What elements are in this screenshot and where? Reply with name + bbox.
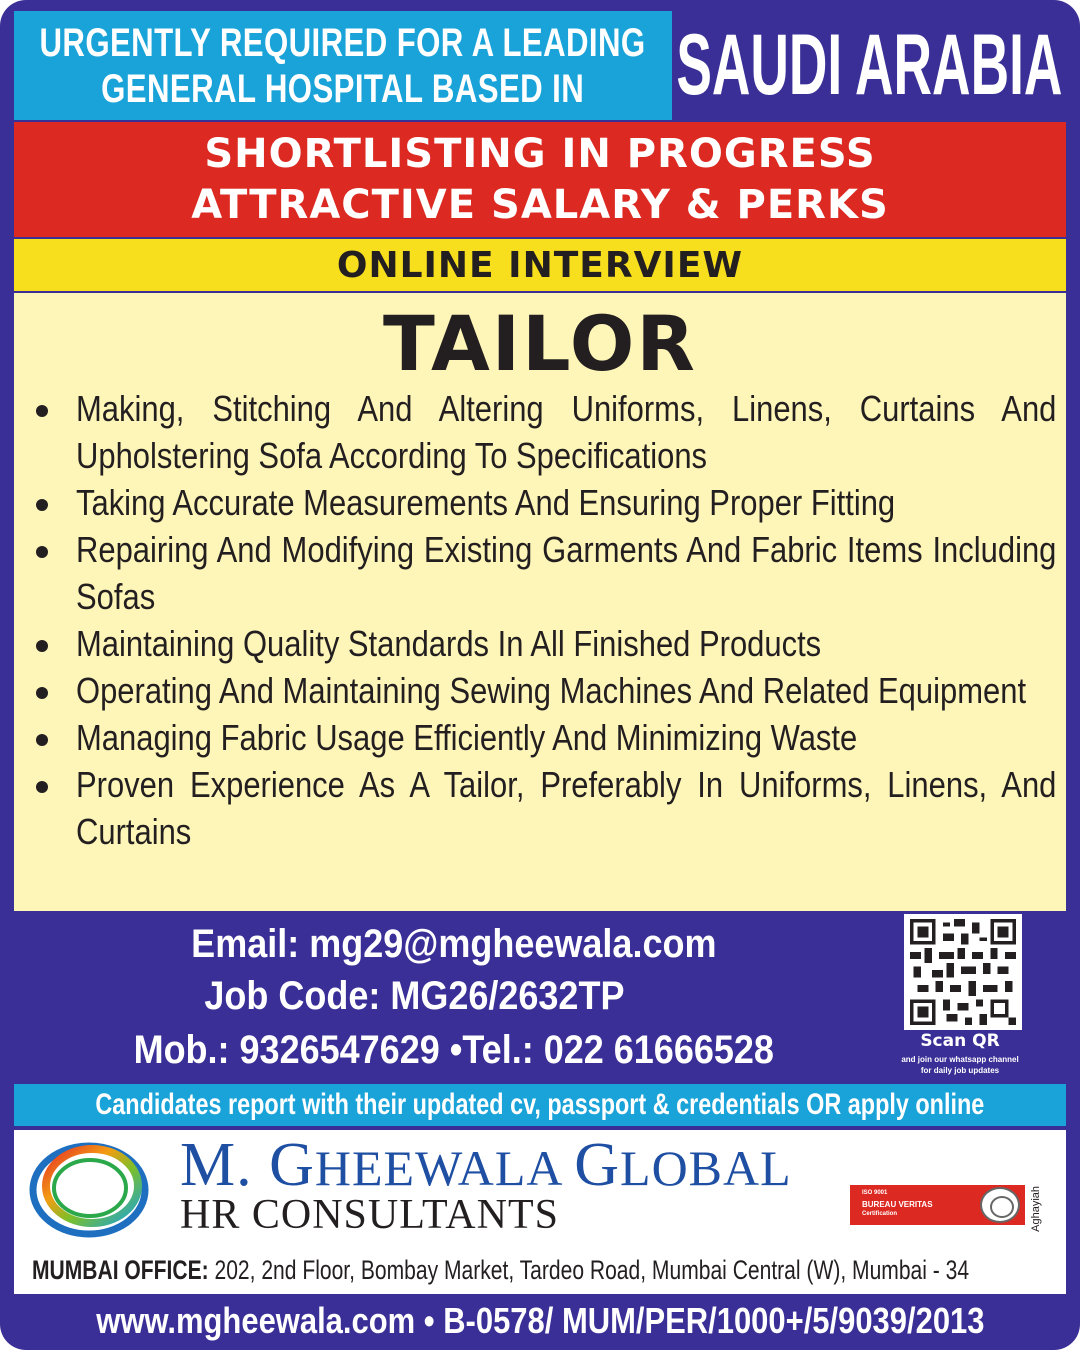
website-and-license[interactable]: www.mgheewala.com • B-0578/ MUM/PER/1000+/5/9039/2013 [95,1300,985,1341]
list-item: Making, Stitching And Altering Uniforms, Linens, Curtains And Upholstering Sofa According To Specifications [28,385,1056,479]
qr-code-icon[interactable] [904,914,1022,1030]
bullet-icon [36,687,48,699]
office-address: MUMBAI OFFICE: 202, 2nd Floor, Bombay Market, Tardeo Road, Mumbai Central (W), Mumbai - 34 [32,1255,970,1285]
header-intro [14,11,672,120]
bullet-icon [36,640,48,652]
phone-numbers[interactable]: Mob.: 9326547629 •Tel.: 022 61666528 [133,1028,775,1072]
scan-qr-label: Scan QR [920,1031,1000,1051]
job-code: Job Code: MG26/2632TP [203,974,625,1018]
header-line-2: GENERAL HOSPITAL BASED IN [101,66,585,111]
status-line-2: ATTRACTIVE SALARY & PERKS [191,181,889,228]
country-heading [672,11,1066,120]
company-subtitle: HR CONSULTANTS [180,1192,559,1238]
iso-certification-badge: ISO 9001 BUREAU VERITAS Certification [850,1185,1025,1225]
job-title: TAILOR [383,299,697,388]
bullet-icon [36,405,48,417]
job-content [14,293,1066,911]
list-item: Proven Experience As A Tailor, Preferably In Uniforms, Linens, And Curtains [28,761,1056,855]
bureau-veritas-seal-icon [980,1187,1020,1223]
list-item: Taking Accurate Measurements And Ensuring Proper Fitting [28,479,1056,526]
footer [0,1296,1080,1346]
bullet-icon [36,499,48,511]
bullet-icon [36,734,48,746]
header-line-1: URGENTLY REQUIRED FOR A LEADING [39,20,647,65]
company-block [14,1130,1066,1294]
email-link[interactable]: Email: mg29@mgheewala.com [191,922,717,966]
list-item: Managing Fabric Usage Efficiently And Minimizing Waste [28,714,1056,761]
list-item: Operating And Maintaining Sewing Machines And Related Equipment [28,667,1056,714]
qr-caption: and join our whatsapp channel for daily job updates [901,1055,1019,1075]
responsibility-list [28,385,1056,855]
status-band [14,122,1066,237]
instruction-text: Candidates report with their updated cv, passport & credentials OR apply online [95,1088,985,1121]
company-name: M. GHEEWALA GLOBAL [180,1131,792,1199]
status-line-1: SHORTLISTING IN PROGRESS [204,130,876,177]
country-name: SAUDI ARABIA [675,17,1063,113]
list-item: Maintaining Quality Standards In All Finished Products [28,620,1056,667]
list-item: Repairing And Modifying Existing Garments And Fabric Items Including Sofas [28,526,1056,620]
bullet-icon [36,781,48,793]
bullet-icon [36,546,48,558]
designer-credit: Aghayiah [1030,1186,1042,1232]
ring-logo-icon [26,1136,152,1240]
interview-band [14,239,1066,291]
interview-label: ONLINE INTERVIEW [336,244,744,286]
instruction-band [14,1084,1066,1126]
